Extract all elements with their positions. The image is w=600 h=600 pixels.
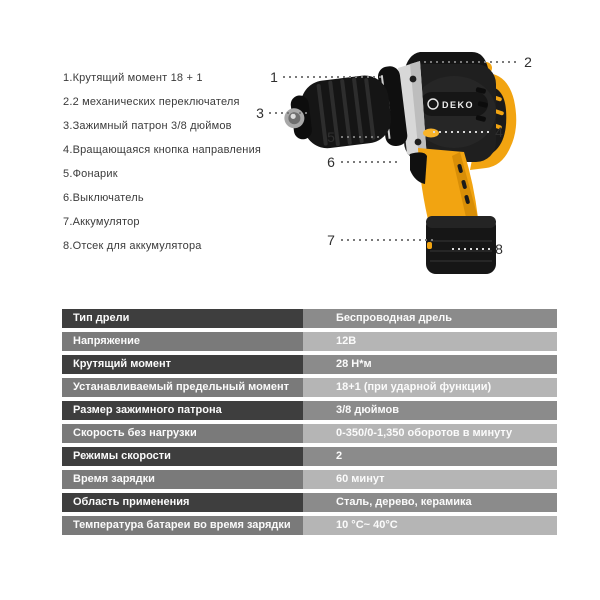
spec-table	[62, 309, 557, 539]
callout-number-4: 4	[495, 124, 503, 140]
brand-label: DEKO	[442, 100, 475, 110]
spec-value-cell: 0-350/0-1,350 оборотов в минуту	[303, 424, 557, 443]
spec-label-cell: Время зарядки	[62, 470, 303, 489]
table-row	[62, 424, 557, 443]
table-row	[62, 309, 557, 328]
trigger	[410, 152, 427, 184]
callout-line-8	[452, 248, 490, 250]
callout-number-6: 6	[327, 154, 335, 170]
callout-number-1: 1	[270, 69, 278, 85]
table-row	[62, 378, 557, 397]
spec-label-cell: Тип дрели	[62, 309, 303, 328]
callout-line-3	[269, 112, 307, 114]
feature-item: 6.Выключатель	[63, 192, 144, 204]
callout-line-7	[341, 239, 433, 241]
callout-line-6	[341, 161, 400, 163]
callout-line-2	[424, 61, 519, 63]
spec-value-cell: Сталь, дерево, керамика	[303, 493, 557, 512]
spec-value-cell: 18+1 (при ударной функции)	[303, 378, 557, 397]
spec-value-cell: Беспроводная дрель	[303, 309, 557, 328]
spec-label-cell: Область применения	[62, 493, 303, 512]
callout-line-1	[283, 76, 385, 78]
callout-number-3: 3	[256, 105, 264, 121]
feature-item: 7.Аккумулятор	[63, 216, 140, 228]
table-row	[62, 355, 557, 374]
feature-item: 2.2 механических переключателя	[63, 96, 240, 108]
feature-item: 3.Зажимный патрон 3/8 дюймов	[63, 120, 232, 132]
spec-value-cell: 12В	[303, 332, 557, 351]
table-row	[62, 493, 557, 512]
spec-label-cell: Размер зажимного патрона	[62, 401, 303, 420]
spec-value-cell: 10 °C~ 40°C	[303, 516, 557, 535]
table-row	[62, 332, 557, 351]
feature-item: 8.Отсек для аккумулятора	[63, 240, 202, 252]
drill-svg	[280, 50, 530, 285]
table-row	[62, 447, 557, 466]
spec-label-cell: Крутящий момент	[62, 355, 303, 374]
spec-label-cell: Напряжение	[62, 332, 303, 351]
drill-illustration	[280, 50, 530, 285]
callout-number-7: 7	[327, 232, 335, 248]
table-row	[62, 401, 557, 420]
spec-label-cell: Режимы скорости	[62, 447, 303, 466]
callout-line-5	[341, 136, 383, 138]
callout-number-5: 5	[327, 129, 335, 145]
spec-value-cell: 2	[303, 447, 557, 466]
spec-value-cell: 60 минут	[303, 470, 557, 489]
callout-number-8: 8	[495, 241, 503, 257]
battery-release-button	[427, 242, 432, 249]
callout-line-4	[433, 131, 490, 133]
feature-item: 1.Крутящий момент 18 + 1	[63, 72, 203, 84]
spec-value-cell: 3/8 дюймов	[303, 401, 557, 420]
battery-pack	[426, 216, 496, 274]
direction-selector	[423, 129, 439, 138]
table-row	[62, 470, 557, 489]
feature-item: 5.Фонарик	[63, 168, 118, 180]
callout-number-2: 2	[524, 54, 532, 70]
table-row	[62, 516, 557, 535]
feature-list	[63, 66, 261, 258]
spec-label-cell: Температура батареи во время зарядки	[62, 516, 303, 535]
spec-value-cell: 28 Н*м	[303, 355, 557, 374]
spec-label-cell: Устанавливаемый предельный момент	[62, 378, 303, 397]
spec-label-cell: Скорость без нагрузки	[62, 424, 303, 443]
feature-item: 4.Вращающаяся кнопка направления	[63, 144, 262, 156]
